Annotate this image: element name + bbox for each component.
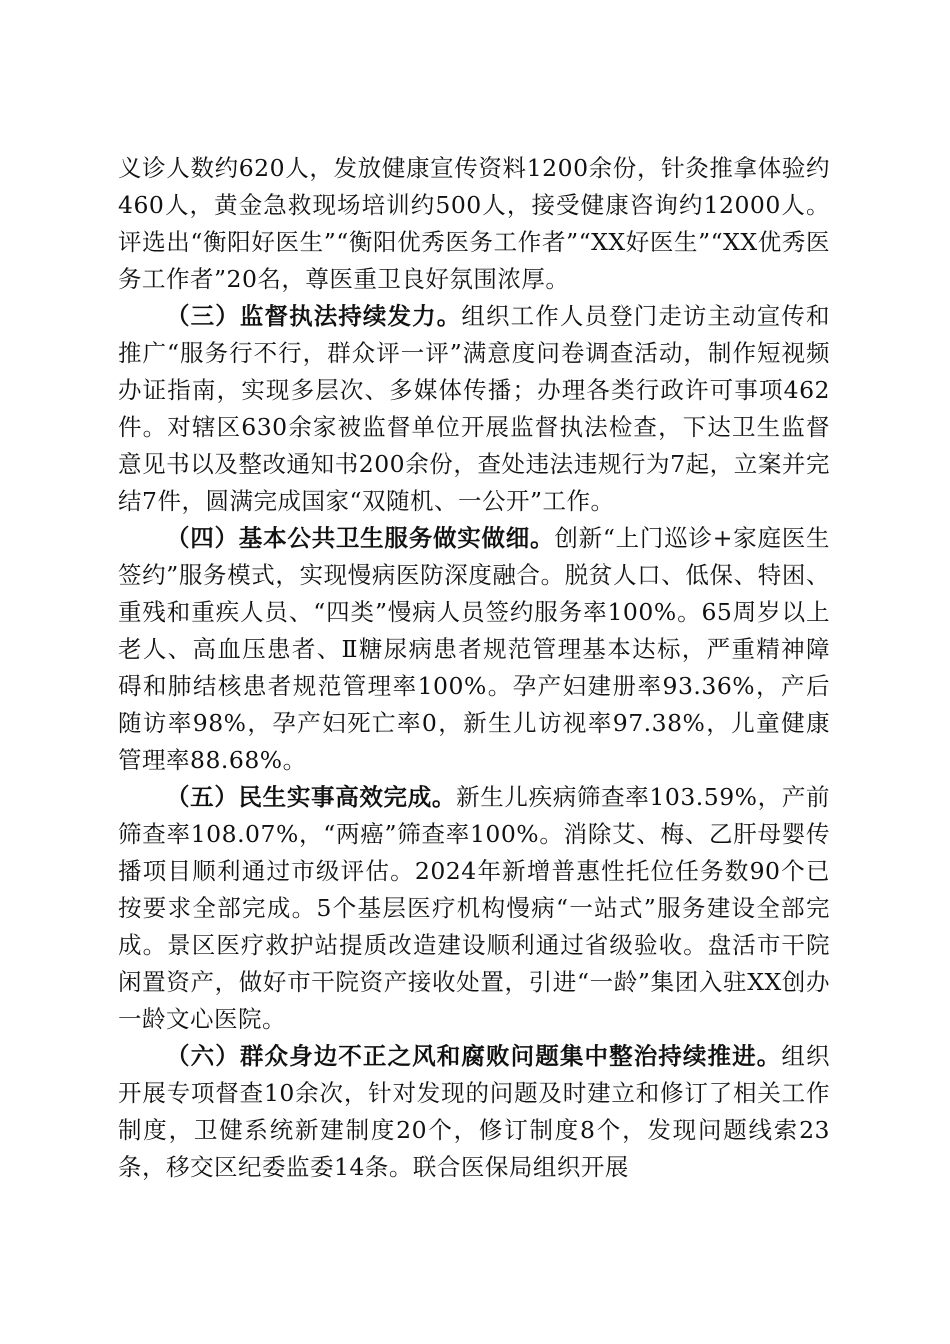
paragraph-body: 创新“上门巡诊+家庭医生签约”服务模式，实现慢病医防深度融合。脱贫人口、低保、特困、重残和重疾人员、“四类”慢病人员签约服务率100%。65周岁以上老人、高血压患者、Ⅱ糖尿病患者规范管理基本达标，严重精神障碍和肺结核患者规范管理率100%。孕产妇建册率93.36%，产后随访率98%，孕产妇死亡率0，新生儿访视率97.38%，儿童健康管理率88.68%。 bbox=[118, 524, 830, 774]
paragraph-body: 组织开展专项督查10余次，针对发现的问题及时建立和修订了相关工作制度，卫健系统新建制度20个，修订制度8个，发现问题线索23条，移交区纪委监委14条。联合医保局组织开展 bbox=[118, 1042, 831, 1181]
section-heading: （四）基本公共卫生服务做实做细。 bbox=[166, 524, 555, 552]
paragraph-body: 组织工作人员登门走访主动宣传和推广“服务行不行，群众评一评”满意度问卷调查活动，制作短视频办证指南，实现多层次、多媒体传播；办理各类行政许可事项462件。对辖区630余家被监督单位开展监督执法检查，下达卫生监督意见书以及整改通知书200余份，查处违法违规行为7起，立案并完结7件，圆满完成国家“双随机、一公开”工作。 bbox=[118, 302, 831, 515]
paragraph-body: 义诊人数约620人，发放健康宣传资料1200余份，针灸推拿体验约460人，黄金急救现场培训约500人，接受健康咨询约12000人。评选出“衡阳好医生”“衡阳优秀医务工作者”“XX好医生”“XX优秀医务工作者”20名，尊医重卫良好氛围浓厚。 bbox=[118, 154, 830, 293]
paragraph-body: 新生儿疾病筛查率103.59%，产前筛查率108.07%，“两癌”筛查率100%。消除艾、梅、乙肝母婴传播项目顺利通过市级评估。2024年新增普惠性托位任务数90个已按要求全部完成。5个基层医疗机构慢病“一站式”服务建设全部完成。景区医疗救护站提质改造建设顺利通过省级验收。盘活市干院闲置资产，做好市干院资产接收处置，引进“一龄”集团入驻XX创办一龄文心医院。 bbox=[118, 783, 831, 1033]
paragraph-public-health bbox=[118, 520, 830, 779]
section-heading: （六）群众身边不正之风和腐败问题集中整治持续推进。 bbox=[166, 1042, 782, 1070]
paragraph-livelihood bbox=[118, 779, 830, 1038]
paragraph-supervision bbox=[118, 298, 830, 520]
document-page bbox=[118, 150, 830, 1186]
section-heading: （三）监督执法持续发力。 bbox=[166, 302, 462, 330]
paragraph-rectification bbox=[118, 1038, 830, 1186]
section-heading: （五）民生实事高效完成。 bbox=[166, 783, 457, 811]
paragraph-continuation bbox=[118, 150, 830, 298]
